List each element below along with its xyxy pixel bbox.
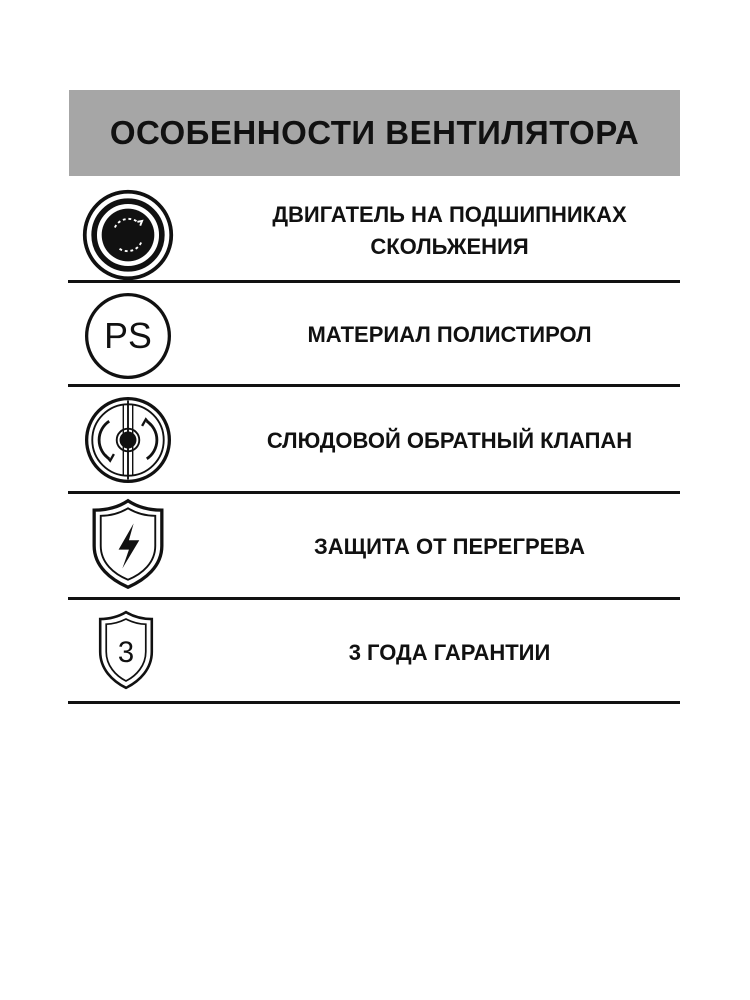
check-valve-icon [81,393,175,487]
bearing-icon [81,188,175,282]
page-title: ОСОБЕННОСТИ ВЕНТИЛЯТОРА [109,114,640,151]
feature-label-valve: СЛЮДОВОЙ ОБРАТНЫЙ КЛАПАН [266,428,633,453]
feature-label-warranty: 3 ГОДА ГАРАНТИИ [348,640,551,665]
divider [68,701,680,704]
feature-row-bearing [69,183,680,280]
divider [68,491,680,494]
svg-text:3: 3 [117,637,135,670]
polystyrene-ps-icon [81,289,175,383]
warranty-shield-icon [83,607,169,693]
feature-row-overheat [69,497,680,597]
feature-label-overheat: ЗАЩИТА ОТ ПЕРЕГРЕВА [314,534,585,559]
divider [68,280,680,283]
svg-text:PS: PS [104,316,152,357]
divider [68,384,680,387]
feature-row-valve [69,391,680,491]
feature-row-warranty [69,603,680,701]
feature-label-bearing: ДВИГАТЕЛЬ НА ПОДШИПНИКАХ СКОЛЬЖЕНИЯ [272,202,627,259]
feature-label-material: МАТЕРИАЛ ПОЛИСТИРОЛ [307,322,592,347]
features-header [69,90,680,176]
feature-row-material [69,287,680,383]
lightning-shield-icon [81,497,175,591]
divider [68,597,680,600]
